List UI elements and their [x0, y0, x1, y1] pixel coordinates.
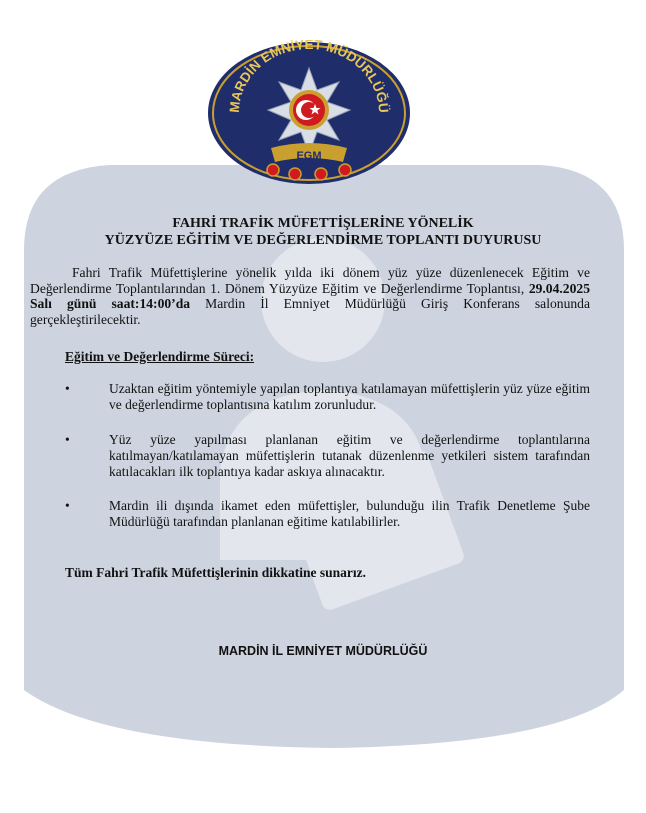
- list-item-text: Mardin ili dışında ikamet eden müfettişler, bulunduğu ilin Trafik Denetleme Şube Müdürlüğü tarafından planlanan eğitime katılabilirler.: [109, 498, 590, 529]
- signature: MARDİN İL EMNİYET MÜDÜRLÜĞÜ: [218, 644, 428, 658]
- intro-text-part2: Mardin İl Emniyet Müdürlüğü Giriş Konferans salonunda gerçekleştirilecektir.: [30, 296, 590, 327]
- emblem-ring-text: MARDİN EMNİYET MÜDÜRLÜĞÜ: [226, 40, 392, 114]
- bullet-marker: •: [65, 498, 70, 513]
- emblem-egm-text: EGM: [296, 150, 322, 162]
- intro-paragraph: [30, 265, 590, 327]
- list-item-text: Uzaktan eğitim yöntemiyle yapılan toplantıya katılamayan müfettişlerin yüz yüze eğitim ve değerlendirme toplantısına katılım zorunludur.: [109, 381, 590, 412]
- meeting-date-time: 29.04.2025 Salı günü saat:14:00’da: [30, 280, 590, 312]
- section-title: Eğitim ve Değerlendirme Süreci:: [65, 349, 255, 364]
- closing-statement: Tüm Fahri Trafik Müfettişlerinin dikkatine sunarız.: [65, 565, 367, 580]
- bullet-marker: •: [65, 381, 70, 396]
- announcement-title-line1: FAHRİ TRAFİK MÜFETTİŞLERİNE YÖNELİK: [172, 216, 474, 231]
- announcement-title-line2: YÜZYÜZE EĞİTİM VE DEĞERLENDİRME TOPLANTI DUYURUSU: [104, 233, 542, 248]
- bullet-marker: •: [65, 432, 70, 447]
- list-item-text: Yüz yüze yapılması planlanan eğitim ve değerlendirme toplantılarına katılmayan/katılamayan müfettişlerin tutanak düzenlenme yetkileri sistem tarafından katılacakları ilk toplantıya kadar askıya alınacaktır.: [109, 432, 590, 479]
- intro-text-part1: Fahri Trafik Müfettişlerine yönelik yılda iki dönem yüz yüze düzenlenecek Eğitim ve Değerlendirme Toplantılarından 1. Dönem Yüzyüze Eğitim ve Değerlendirme Toplantısı,: [30, 265, 590, 296]
- police-emblem-logo: [205, 40, 413, 186]
